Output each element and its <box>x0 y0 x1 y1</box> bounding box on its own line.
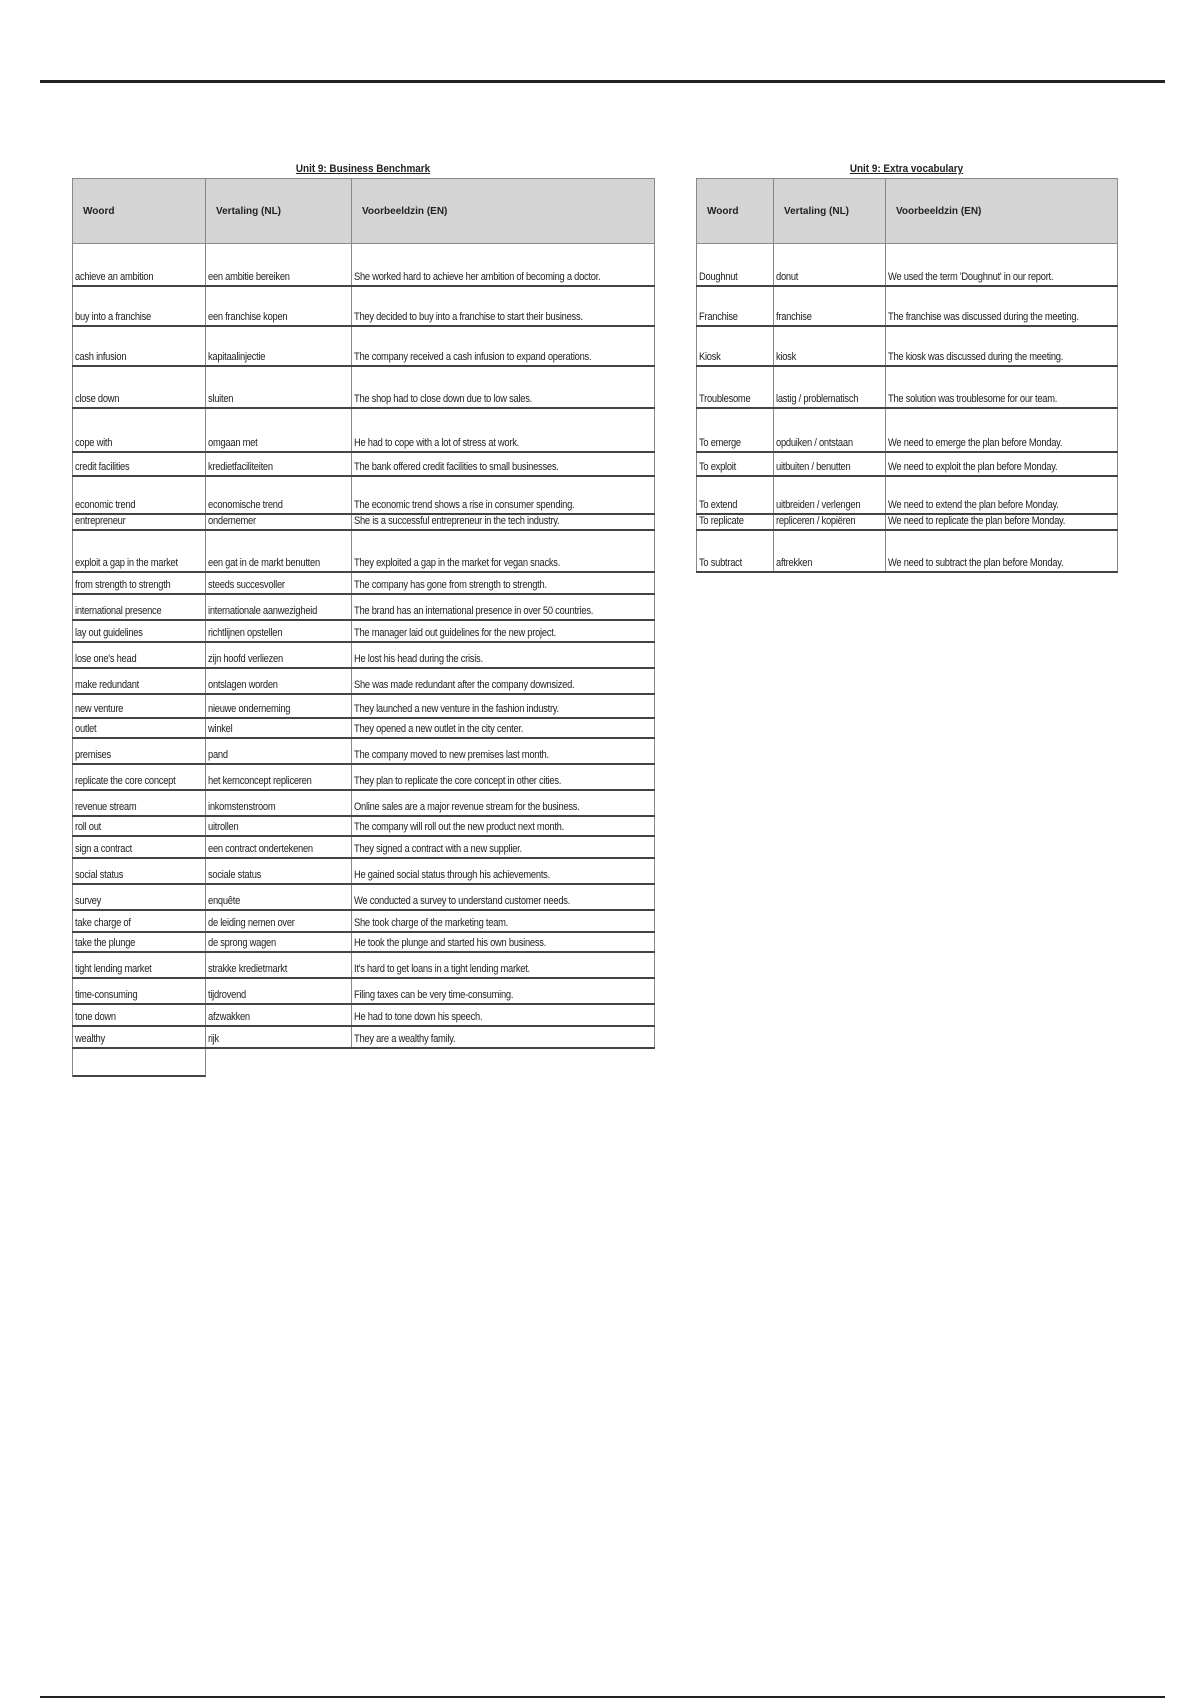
cell-voorbeeldzin <box>352 910 655 932</box>
cell-woord-text: wealthy <box>75 1032 105 1045</box>
extra-vocabulary-table <box>696 160 1117 573</box>
table-row <box>73 286 655 326</box>
cell-voorbeeldzin <box>886 326 1118 366</box>
table-row <box>73 594 655 620</box>
cell-woord <box>697 326 774 366</box>
cell-voorbeeldzin <box>352 694 655 718</box>
cell-vertaling <box>206 530 352 572</box>
cell-vertaling-text: opduiken / ontstaan <box>776 436 853 449</box>
cell-voorbeeldzin-text: The company will roll out the new product next month. <box>354 820 564 833</box>
cell-vertaling <box>206 366 352 408</box>
cell-vertaling-text: de sprong wagen <box>208 936 276 949</box>
cell-vertaling <box>206 738 352 764</box>
header-woord: Woord <box>73 179 206 244</box>
cell-vertaling-text: omgaan met <box>208 436 258 449</box>
cell-woord-text: premises <box>75 748 111 761</box>
cell-voorbeeldzin <box>352 594 655 620</box>
cell-voorbeeldzin-text: They plan to replicate the core concept in other cities. <box>354 774 562 787</box>
cell-voorbeeldzin <box>886 286 1118 326</box>
cell-woord-text: close down <box>75 392 120 405</box>
table-row <box>73 952 655 978</box>
cell-vertaling-text: sluiten <box>208 392 234 405</box>
cell-woord <box>73 718 206 738</box>
cell-voorbeeldzin-text: The manager laid out guidelines for the new project. <box>354 626 556 639</box>
table-row <box>73 514 655 530</box>
cell-woord <box>697 452 774 476</box>
cell-woord-text: lay out guidelines <box>75 626 143 639</box>
cell-vertaling <box>206 718 352 738</box>
cell-voorbeeldzin <box>352 668 655 694</box>
cell-vertaling <box>774 244 886 286</box>
cell-woord <box>73 594 206 620</box>
table-row <box>697 408 1118 452</box>
cell-voorbeeldzin-text: He gained social status through his achievements. <box>354 868 550 881</box>
cell-woord-text: To extend <box>699 498 738 511</box>
cell-vertaling <box>206 452 352 476</box>
cell-vertaling <box>206 932 352 952</box>
cell-woord-text: Franchise <box>699 310 738 323</box>
cell-woord <box>73 932 206 952</box>
cell-vertaling-text: winkel <box>208 722 233 735</box>
cell-voorbeeldzin-text: The brand has an international presence in over 50 countries. <box>354 604 594 617</box>
header-vertaling: Vertaling (NL) <box>206 179 352 244</box>
table-row <box>697 326 1118 366</box>
cell-woord <box>697 408 774 452</box>
cell-woord <box>73 790 206 816</box>
cell-voorbeeldzin-text: He took the plunge and started his own business. <box>354 936 547 949</box>
extra-table-title: Unit 9: Extra vocabulary <box>849 163 964 175</box>
cell-voorbeeldzin-text: The kiosk was discussed during the meeting. <box>888 350 1064 363</box>
cell-voorbeeldzin <box>352 514 655 530</box>
cell-vertaling-text: zijn hoofd verliezen <box>208 652 283 665</box>
cell-voorbeeldzin-text: She was made redundant after the company downsized. <box>354 678 575 691</box>
main-table-header-row <box>73 179 655 244</box>
cell-woord <box>697 530 774 572</box>
cell-voorbeeldzin <box>352 452 655 476</box>
table-row <box>697 476 1118 514</box>
cell-woord-text: lose one's head <box>75 652 137 665</box>
cell-vertaling <box>206 408 352 452</box>
cell-vertaling-text: nieuwe onderneming <box>208 702 291 715</box>
cell-vertaling-text: inkomstenstroom <box>208 800 276 813</box>
cell-voorbeeldzin <box>886 408 1118 452</box>
cell-vertaling-text: rijk <box>208 1032 219 1045</box>
cell-woord-text: outlet <box>75 722 97 735</box>
cell-woord-text: replicate the core concept <box>75 774 176 787</box>
cell-vertaling <box>206 694 352 718</box>
cell-woord <box>73 244 206 286</box>
cell-vertaling <box>774 286 886 326</box>
cell-vertaling <box>206 514 352 530</box>
table-row <box>73 408 655 452</box>
table-row <box>73 910 655 932</box>
cell-woord <box>73 858 206 884</box>
cell-voorbeeldzin-text: The company moved to new premises last month. <box>354 748 549 761</box>
cell-woord <box>73 530 206 572</box>
cell-vertaling <box>206 476 352 514</box>
cell-voorbeeldzin-text: We need to exploit the plan before Monday. <box>888 460 1058 473</box>
table-row <box>697 452 1118 476</box>
cell-vertaling <box>206 858 352 884</box>
cell-woord <box>697 244 774 286</box>
cell-woord-text: tone down <box>75 1010 116 1023</box>
cell-woord-text: take the plunge <box>75 936 136 949</box>
cell-voorbeeldzin <box>352 738 655 764</box>
cell-vertaling-text: donut <box>776 270 799 283</box>
cell-woord <box>697 286 774 326</box>
cell-woord <box>73 764 206 790</box>
table-row <box>73 694 655 718</box>
cell-woord <box>73 452 206 476</box>
cell-woord <box>697 366 774 408</box>
table-row <box>73 738 655 764</box>
cell-vertaling-text: tijdrovend <box>208 988 246 1001</box>
table-row <box>697 366 1118 408</box>
cell-vertaling <box>206 244 352 286</box>
cell-vertaling-text: enquête <box>208 894 241 907</box>
cell-voorbeeldzin-text: He lost his head during the crisis. <box>354 652 483 665</box>
cell-voorbeeldzin <box>886 452 1118 476</box>
cell-voorbeeldzin-text: They opened a new outlet in the city center. <box>354 722 524 735</box>
cell-vertaling <box>206 978 352 1004</box>
cell-woord-text: economic trend <box>75 498 136 511</box>
cell-vertaling <box>206 572 352 594</box>
cell-vertaling-text: uitbuiten / benutten <box>776 460 851 473</box>
cell-voorbeeldzin-text: She worked hard to achieve her ambition of becoming a doctor. <box>354 270 601 283</box>
table-row <box>697 514 1118 530</box>
cell-vertaling-text: sociale status <box>208 868 262 881</box>
main-table-title: Unit 9: Business Benchmark <box>295 163 431 175</box>
cell-vertaling-text: een ambitie bereiken <box>208 270 290 283</box>
cell-vertaling <box>206 816 352 836</box>
cell-vertaling <box>206 642 352 668</box>
table-row <box>73 764 655 790</box>
table-row <box>73 836 655 858</box>
cell-vertaling <box>206 836 352 858</box>
cell-woord <box>73 326 206 366</box>
cell-vertaling <box>774 452 886 476</box>
cell-vertaling-text: kredietfaciliteiten <box>208 460 273 473</box>
cell-woord-text: social status <box>75 868 124 881</box>
extra-table-body <box>697 244 1118 572</box>
cell-woord-text: make redundant <box>75 678 140 691</box>
cell-woord <box>73 476 206 514</box>
cell-woord <box>73 1004 206 1026</box>
cell-woord <box>73 408 206 452</box>
cell-vertaling <box>206 1026 352 1048</box>
table-row <box>73 366 655 408</box>
cell-voorbeeldzin-text: We need to extend the plan before Monday. <box>888 498 1059 511</box>
cell-vertaling-text: een franchise kopen <box>208 310 288 323</box>
cell-woord-text: To emerge <box>699 436 741 449</box>
cell-woord-text: Kiosk <box>699 350 721 363</box>
cell-vertaling-text: de leiding nemen over <box>208 916 295 929</box>
cell-woord <box>73 668 206 694</box>
cell-woord-text: cash infusion <box>75 350 127 363</box>
cell-voorbeeldzin <box>352 408 655 452</box>
cell-voorbeeldzin-text: The shop had to close down due to low sales. <box>354 392 532 405</box>
empty-trailing-cell <box>72 1049 206 1077</box>
cell-voorbeeldzin <box>352 978 655 1004</box>
cell-voorbeeldzin <box>352 858 655 884</box>
cell-woord-text: from strength to strength <box>75 578 171 591</box>
cell-voorbeeldzin <box>886 366 1118 408</box>
cell-vertaling <box>774 514 886 530</box>
cell-woord-text: Troublesome <box>699 392 751 405</box>
cell-voorbeeldzin-text: The company has gone from strength to strength. <box>354 578 547 591</box>
cell-vertaling <box>206 764 352 790</box>
cell-voorbeeldzin <box>886 476 1118 514</box>
table-row <box>697 530 1118 572</box>
cell-voorbeeldzin-text: He had to tone down his speech. <box>354 1010 483 1023</box>
cell-woord <box>73 642 206 668</box>
cell-woord-text: roll out <box>75 820 102 833</box>
cell-voorbeeldzin <box>352 366 655 408</box>
cell-woord <box>73 836 206 858</box>
cell-voorbeeldzin <box>352 718 655 738</box>
cell-voorbeeldzin-text: Online sales are a major revenue stream for the business. <box>354 800 580 813</box>
cell-woord-text: To subtract <box>699 556 742 569</box>
cell-voorbeeldzin-text: They exploited a gap in the market for vegan snacks. <box>354 556 561 569</box>
cell-woord <box>697 476 774 514</box>
main-vocabulary-table <box>72 160 654 1077</box>
cell-woord-text: To exploit <box>699 460 736 473</box>
cell-voorbeeldzin <box>352 476 655 514</box>
table-row <box>73 718 655 738</box>
cell-vertaling <box>206 884 352 910</box>
cell-woord-text: buy into a franchise <box>75 310 151 323</box>
table-row <box>73 884 655 910</box>
cell-vertaling-text: economische trend <box>208 498 283 511</box>
cell-voorbeeldzin-text: They signed a contract with a new supplier. <box>354 842 522 855</box>
table-row <box>73 326 655 366</box>
cell-woord <box>73 884 206 910</box>
cell-vertaling <box>774 476 886 514</box>
cell-vertaling-text: uitrollen <box>208 820 239 833</box>
cell-vertaling <box>774 326 886 366</box>
cell-woord <box>73 694 206 718</box>
cell-voorbeeldzin <box>886 514 1118 530</box>
cell-voorbeeldzin <box>352 952 655 978</box>
cell-voorbeeldzin-text: We used the term 'Doughnut' in our report. <box>888 270 1054 283</box>
main-table-body <box>73 244 655 1048</box>
cell-vertaling <box>206 620 352 642</box>
cell-vertaling <box>206 1004 352 1026</box>
table-row <box>73 476 655 514</box>
table-row <box>73 620 655 642</box>
table-row <box>73 858 655 884</box>
top-rule <box>40 80 1165 83</box>
cell-vertaling <box>206 594 352 620</box>
cell-vertaling-text: pand <box>208 748 228 761</box>
table-row <box>73 978 655 1004</box>
cell-vertaling-text: ontslagen worden <box>208 678 278 691</box>
cell-woord <box>73 1026 206 1048</box>
cell-vertaling-text: lastig / problematisch <box>776 392 859 405</box>
header-voorbeeldzin: Voorbeeldzin (EN) <box>886 179 1118 244</box>
table-row <box>73 452 655 476</box>
cell-voorbeeldzin-text: The company received a cash infusion to expand operations. <box>354 350 592 363</box>
cell-voorbeeldzin <box>352 244 655 286</box>
cell-vertaling <box>774 366 886 408</box>
cell-voorbeeldzin-text: We need to subtract the plan before Monday. <box>888 556 1064 569</box>
cell-voorbeeldzin <box>886 244 1118 286</box>
cell-vertaling-text: richtlijnen opstellen <box>208 626 283 639</box>
cell-voorbeeldzin <box>352 642 655 668</box>
cell-woord <box>73 366 206 408</box>
cell-woord <box>73 572 206 594</box>
cell-woord <box>73 514 206 530</box>
cell-woord-text: survey <box>75 894 102 907</box>
cell-vertaling-text: kiosk <box>776 350 797 363</box>
cell-woord-text: international presence <box>75 604 162 617</box>
cell-voorbeeldzin-text: We need to replicate the plan before Monday. <box>888 514 1066 527</box>
cell-voorbeeldzin <box>352 836 655 858</box>
cell-vertaling-text: aftrekken <box>776 556 813 569</box>
cell-woord-text: tight lending market <box>75 962 152 975</box>
cell-woord <box>73 952 206 978</box>
cell-voorbeeldzin-text: They launched a new venture in the fashion industry. <box>354 702 559 715</box>
header-woord: Woord <box>697 179 774 244</box>
cell-vertaling-text: strakke kredietmarkt <box>208 962 288 975</box>
extra-table-header-row <box>697 179 1118 244</box>
cell-vertaling-text: franchise <box>776 310 812 323</box>
cell-vertaling <box>206 952 352 978</box>
cell-vertaling-text: internationale aanwezigheid <box>208 604 318 617</box>
cell-woord-text: achieve an ambition <box>75 270 154 283</box>
cell-voorbeeldzin-text: They are a wealthy family. <box>354 1032 456 1045</box>
cell-woord-text: credit facilities <box>75 460 130 473</box>
cell-voorbeeldzin-text: We need to emerge the plan before Monday. <box>888 436 1063 449</box>
cell-vertaling-text: een gat in de markt benutten <box>208 556 320 569</box>
cell-vertaling-text: ondernemer <box>208 514 256 527</box>
cell-woord <box>73 738 206 764</box>
cell-woord-text: entrepreneur <box>75 514 126 527</box>
cell-voorbeeldzin <box>352 816 655 836</box>
cell-voorbeeldzin <box>352 530 655 572</box>
header-voorbeeldzin: Voorbeeldzin (EN) <box>352 179 655 244</box>
cell-woord <box>73 978 206 1004</box>
cell-vertaling <box>206 286 352 326</box>
table-row <box>73 530 655 572</box>
cell-woord-text: To replicate <box>699 514 744 527</box>
cell-voorbeeldzin-text: It's hard to get loans in a tight lending market. <box>354 962 530 975</box>
table-row <box>73 790 655 816</box>
cell-woord-text: revenue stream <box>75 800 137 813</box>
cell-voorbeeldzin-text: She is a successful entrepreneur in the tech industry. <box>354 514 560 527</box>
table-row <box>73 1004 655 1026</box>
cell-vertaling-text: repliceren / kopiëren <box>776 514 856 527</box>
cell-voorbeeldzin <box>352 572 655 594</box>
cell-vertaling <box>774 408 886 452</box>
cell-voorbeeldzin-text: She took charge of the marketing team. <box>354 916 509 929</box>
cell-vertaling <box>206 326 352 366</box>
table-row <box>73 642 655 668</box>
cell-voorbeeldzin <box>352 884 655 910</box>
cell-woord-text: Doughnut <box>699 270 738 283</box>
cell-woord-text: take charge of <box>75 916 131 929</box>
cell-vertaling <box>206 668 352 694</box>
cell-voorbeeldzin <box>352 286 655 326</box>
cell-voorbeeldzin <box>886 530 1118 572</box>
table-row <box>73 572 655 594</box>
cell-voorbeeldzin <box>352 1026 655 1048</box>
cell-woord <box>73 816 206 836</box>
cell-voorbeeldzin <box>352 326 655 366</box>
cell-woord <box>73 620 206 642</box>
cell-voorbeeldzin-text: The bank offered credit facilities to small businesses. <box>354 460 559 473</box>
cell-vertaling-text: kapitaalinjectie <box>208 350 266 363</box>
cell-voorbeeldzin <box>352 620 655 642</box>
cell-woord-text: exploit a gap in the market <box>75 556 178 569</box>
cell-voorbeeldzin-text: Filing taxes can be very time-consuming. <box>354 988 514 1001</box>
cell-woord-text: cope with <box>75 436 113 449</box>
table-row <box>73 668 655 694</box>
cell-voorbeeldzin-text: They decided to buy into a franchise to start their business. <box>354 310 583 323</box>
table-row <box>697 244 1118 286</box>
cell-vertaling <box>774 530 886 572</box>
cell-woord-text: sign a contract <box>75 842 132 855</box>
cell-vertaling-text: steeds succesvoller <box>208 578 285 591</box>
cell-woord <box>73 910 206 932</box>
cell-voorbeeldzin <box>352 790 655 816</box>
cell-vertaling-text: het kernconcept repliceren <box>208 774 312 787</box>
table-row <box>73 244 655 286</box>
cell-voorbeeldzin-text: He had to cope with a lot of stress at work. <box>354 436 519 449</box>
cell-vertaling-text: uitbreiden / verlengen <box>776 498 861 511</box>
header-vertaling: Vertaling (NL) <box>774 179 886 244</box>
cell-vertaling <box>206 790 352 816</box>
cell-vertaling-text: een contract ondertekenen <box>208 842 313 855</box>
cell-voorbeeldzin-text: The franchise was discussed during the meeting. <box>888 310 1079 323</box>
table-row <box>73 932 655 952</box>
cell-voorbeeldzin <box>352 1004 655 1026</box>
cell-voorbeeldzin <box>352 932 655 952</box>
table-row <box>73 816 655 836</box>
cell-woord-text: time-consuming <box>75 988 138 1001</box>
cell-voorbeeldzin-text: The economic trend shows a rise in consumer spending. <box>354 498 575 511</box>
cell-vertaling-text: afzwakken <box>208 1010 250 1023</box>
bottom-rule <box>40 1696 1165 1698</box>
table-row <box>73 1026 655 1048</box>
cell-woord <box>697 514 774 530</box>
cell-vertaling <box>206 910 352 932</box>
table-row <box>697 286 1118 326</box>
cell-voorbeeldzin-text: We conducted a survey to understand customer needs. <box>354 894 571 907</box>
cell-woord <box>73 286 206 326</box>
cell-voorbeeldzin-text: The solution was troublesome for our team. <box>888 392 1058 405</box>
cell-voorbeeldzin <box>352 764 655 790</box>
cell-woord-text: new venture <box>75 702 124 715</box>
